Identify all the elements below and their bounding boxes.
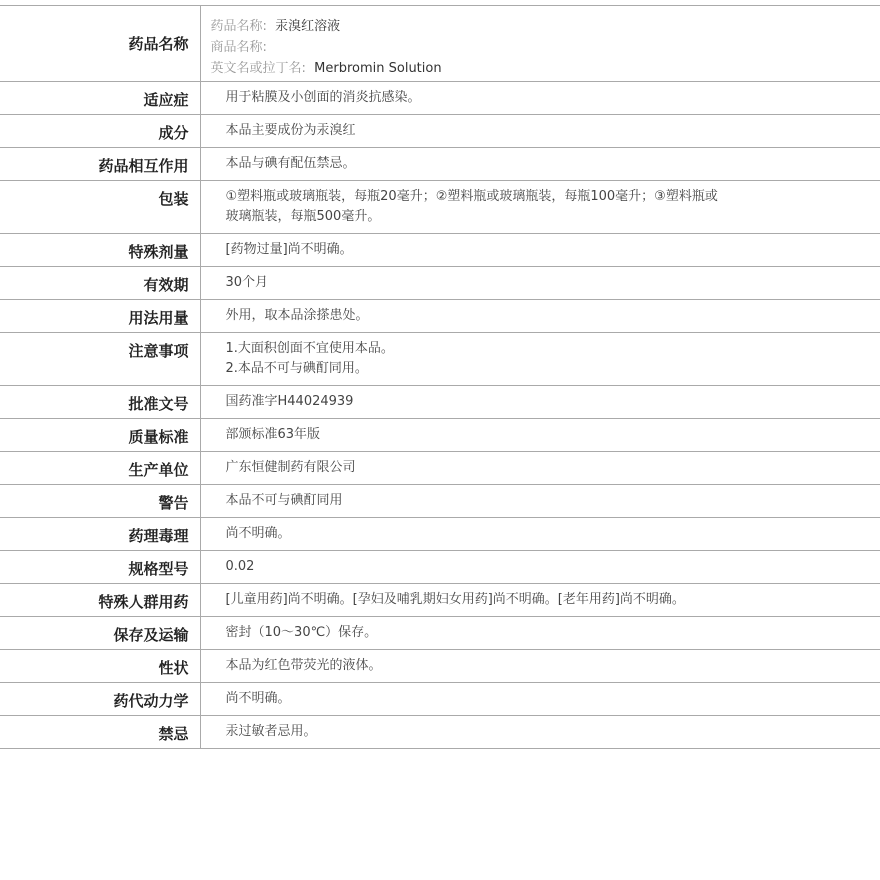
info-row-value: [200, 82, 880, 115]
info-row-value: [200, 267, 880, 300]
info-row-value-line: 本品不可与碘酊同用: [225, 493, 343, 508]
info-row-value: [200, 181, 880, 234]
info-row-value-line: 本品主要成份为汞溴红: [225, 123, 356, 138]
info-row: [0, 551, 880, 584]
info-row-value: [200, 485, 880, 518]
info-row-value-line: 2.本品不可与碘酊同用。: [225, 361, 368, 376]
info-row-value-line: ①塑料瓶或玻璃瓶装，每瓶20毫升；②塑料瓶或玻璃瓶装，每瓶100毫升；③塑料瓶或: [225, 189, 718, 204]
info-row: [0, 148, 880, 181]
info-row-value-line: 尚不明确。: [225, 526, 291, 541]
english-name-key: 英文名或拉丁名:: [210, 61, 306, 76]
info-row: [0, 82, 880, 115]
info-row-value-line: 密封（10～30℃）保存。: [225, 625, 378, 640]
info-row: [0, 234, 880, 267]
info-row-label: 药代动力学: [0, 683, 200, 716]
info-row-value-line: 1.大面积创面不宜使用本品。: [225, 341, 394, 356]
info-row: [0, 617, 880, 650]
info-row: [0, 518, 880, 551]
info-row-label: 批准文号: [0, 386, 200, 419]
info-row: [0, 300, 880, 333]
info-row: [0, 419, 880, 452]
info-row: [0, 115, 880, 148]
info-row-value-line: 玻璃瓶装，每瓶500毫升。: [225, 209, 381, 224]
info-row-value: [200, 115, 880, 148]
info-row-value: [200, 617, 880, 650]
info-row-label: 有效期: [0, 267, 200, 300]
info-row-label: 规格型号: [0, 551, 200, 584]
trade-name-key: 商品名称:: [210, 40, 267, 55]
info-row-value-line: 部颁标准63年版: [225, 427, 321, 442]
info-row-value: [200, 148, 880, 181]
info-row-label: 药品相互作用: [0, 148, 200, 181]
info-row-value: [200, 300, 880, 333]
english-name-line: [211, 58, 761, 79]
drug-name-row: [0, 6, 880, 82]
info-row-value: [200, 716, 880, 749]
drug-info-table: [0, 5, 880, 749]
info-row-label: 保存及运输: [0, 617, 200, 650]
generic-name-value: 汞溴红溶液: [275, 19, 341, 34]
info-row: [0, 485, 880, 518]
info-row-value-line: 广东恒健制药有限公司: [225, 460, 356, 475]
drug-name-values: [200, 6, 880, 82]
info-row-value: [200, 386, 880, 419]
info-row-value: [200, 683, 880, 716]
trade-name-line: [211, 37, 761, 58]
info-row: [0, 333, 880, 386]
info-row-label: 包装: [0, 181, 200, 234]
info-row-value-line: 本品与碘有配伍禁忌。: [225, 156, 356, 171]
info-row-label: 适应症: [0, 82, 200, 115]
info-row: [0, 650, 880, 683]
info-row-value-line: 本品为红色带荧光的液体。: [225, 658, 382, 673]
info-row-value-line: 国药准字H44024939: [225, 394, 354, 409]
info-row: [0, 716, 880, 749]
info-row-label: 警告: [0, 485, 200, 518]
info-row-label: 注意事项: [0, 333, 200, 386]
info-row-value: [200, 234, 880, 267]
info-row: [0, 267, 880, 300]
info-row-value: [200, 650, 880, 683]
info-row-value-line: 用于粘膜及小创面的消炎抗感染。: [225, 90, 421, 105]
info-row-label: 特殊人群用药: [0, 584, 200, 617]
info-row-value-line: [药物过量]尚不明确。: [225, 242, 353, 257]
info-row-value-line: 尚不明确。: [225, 691, 291, 706]
info-row-value-line: 外用，取本品涂搽患处。: [225, 308, 369, 323]
info-row-label: 生产单位: [0, 452, 200, 485]
info-row-value-line: 汞过敏者忌用。: [225, 724, 317, 739]
info-row: [0, 386, 880, 419]
info-row-value-line: 30个月: [225, 275, 269, 290]
drug-info-table-body: [0, 6, 880, 749]
generic-name-line: [211, 16, 761, 37]
info-row: [0, 683, 880, 716]
info-row-value: [200, 518, 880, 551]
info-row: [0, 181, 880, 234]
info-row-value-line: 0.02: [225, 559, 255, 574]
info-row-value: [200, 419, 880, 452]
info-row-label: 成分: [0, 115, 200, 148]
generic-name-key: 药品名称:: [210, 19, 267, 34]
info-row-label: 用法用量: [0, 300, 200, 333]
info-row-label: 质量标准: [0, 419, 200, 452]
info-row: [0, 452, 880, 485]
info-row-label: 特殊剂量: [0, 234, 200, 267]
drug-name-label: 药品名称: [0, 6, 200, 82]
info-row: [0, 584, 880, 617]
info-row-value: [200, 551, 880, 584]
english-name-value: Merbromin Solution: [314, 61, 442, 76]
info-row-label: 禁忌: [0, 716, 200, 749]
info-row-value-line: [儿童用药]尚不明确。[孕妇及哺乳期妇女用药]尚不明确。[老年用药]尚不明确。: [225, 592, 685, 607]
info-row-label: 药理毒理: [0, 518, 200, 551]
info-row-value: [200, 584, 880, 617]
info-row-value: [200, 452, 880, 485]
info-row-value: [200, 333, 880, 386]
info-row-label: 性状: [0, 650, 200, 683]
